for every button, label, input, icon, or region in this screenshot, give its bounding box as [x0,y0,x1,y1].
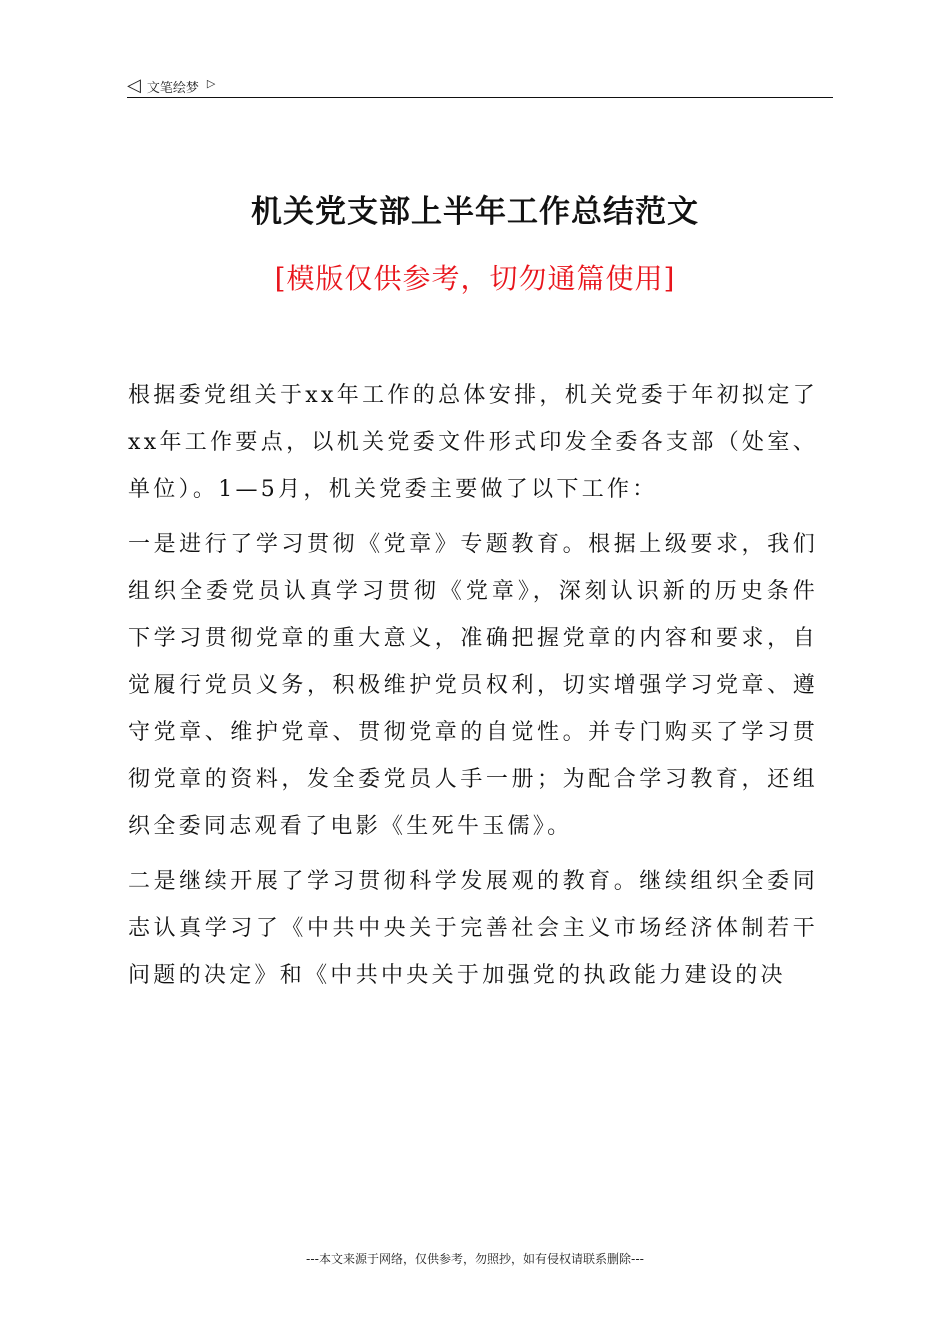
document-body [128,372,818,1007]
paragraph: 一是进行了学习贯彻《党章》专题教育。根据上级要求，我们组织全委党员认真学习贯彻《党章》，深刻认识新的历史条件下学习贯彻党章的重大意义，准确把握党章的内容和要求，自觉履行党员义务，积极维护党员权利，切实增强学习党章、遵守党章、维护党章、贯彻党章的自觉性。并专门购买了学习贯彻党章的资料，发全委党员人手一册；为配合学习教育，还组织全委同志观看了电影《生死牛玉儒》。 [128,532,818,839]
paragraph: 根据委党组关于xx年工作的总体安排，机关党委于年初拟定了xx年工作要点，以机关党委文件形式印发全委各支部（处室、单位）。1—5月，机关党委主要做了以下工作： [128,383,818,502]
triangle-left-icon: ◁ [127,75,141,96]
page-footer: ---本文来源于网络，仅供参考，勿照抄，如有侵权请联系删除--- [306,1252,644,1266]
triangle-right-icon: ▷ [206,76,216,90]
page-header [127,74,833,98]
header-divider [127,97,833,98]
document-title: 机关党支部上半年工作总结范文 [251,194,699,230]
header-brand: 文笔绘梦 [146,80,199,96]
paragraph: 二是继续开展了学习贯彻科学发展观的教育。继续组织全委同志认真学习了《中共中央关于完善社会主义市场经济体制若干问题的决定》和《中共中央关于加强党的执政能力建设的决 [128,869,818,988]
document-subtitle: [模版仅供参考，切勿通篇使用] [274,262,676,295]
